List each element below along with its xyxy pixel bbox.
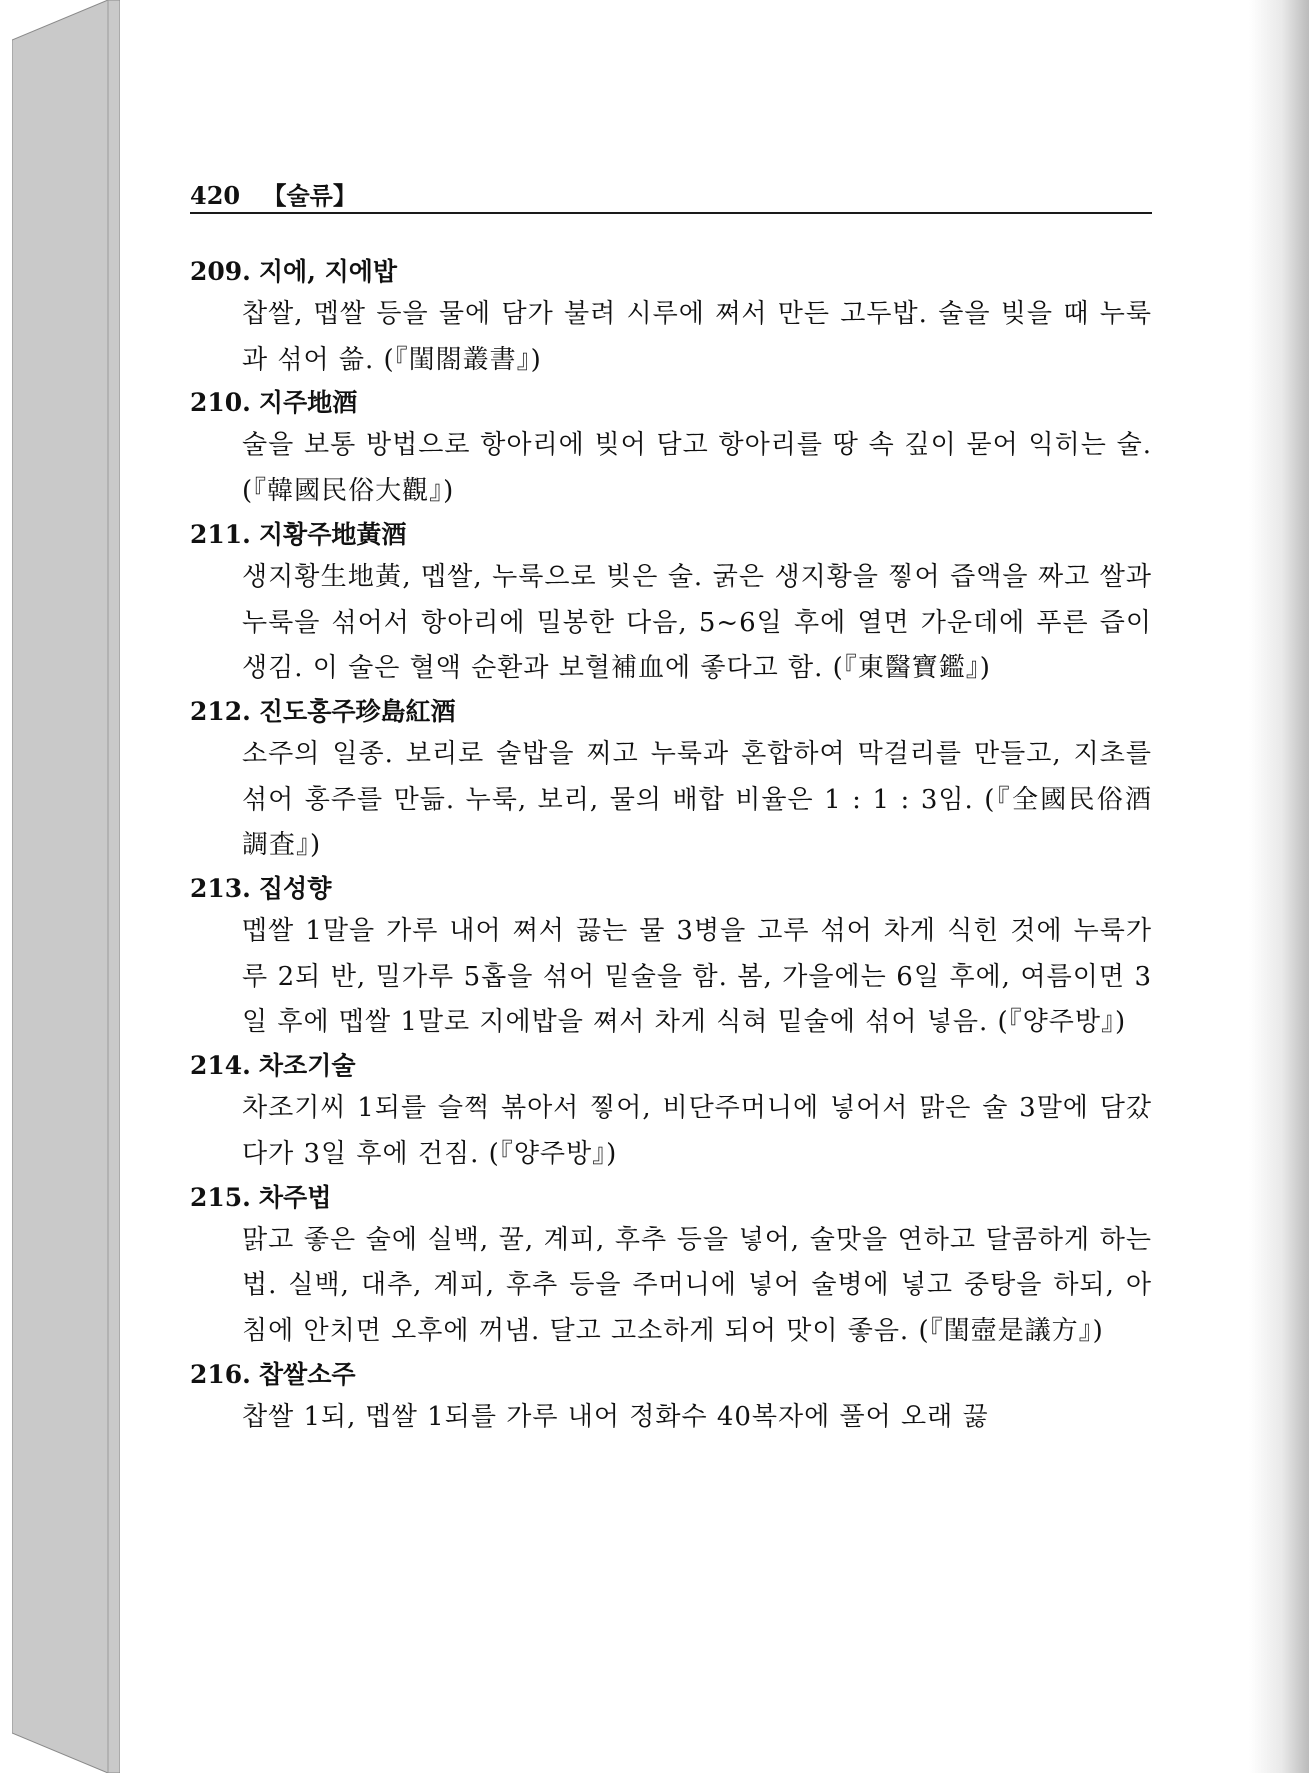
entry-number: 216. xyxy=(190,1359,251,1389)
entry-214 xyxy=(190,1046,1152,1177)
entry-number: 211. xyxy=(190,519,251,549)
entry-title xyxy=(190,1046,1152,1086)
page-edge-shadow xyxy=(1249,0,1309,1773)
entry-body: 차조기씨 1되를 슬쩍 볶아서 찧어, 비단주머니에 넣어서 맑은 술 3말에 담갔다가 3일 후에 건짐. (『양주방』) xyxy=(242,1093,1152,1169)
entry-body: 생지황生地黃, 멥쌀, 누룩으로 빚은 술. 굵은 생지황을 찧어 즙액을 짜고 쌀과 누룩을 섞어서 항아리에 밀봉한 다음, 5~6일 후에 열면 가운데에 푸른 즙이 생김. 이 술은 혈액 순환과 보혈補血에 좋다고 함. (『東醫寶鑑』) xyxy=(242,561,1152,684)
entry-number: 210. xyxy=(190,388,251,418)
entry-number: 213. xyxy=(190,874,251,904)
entry-body: 술을 보통 방법으로 항아리에 빚어 담고 항아리를 땅 속 깊이 묻어 익히는 술. (『韓國民俗大觀』) xyxy=(242,430,1152,507)
entry-211 xyxy=(190,515,1152,692)
entry-heading: 지에, 지에밥 xyxy=(258,257,398,286)
running-header xyxy=(190,176,1152,214)
entry-title xyxy=(190,252,1152,292)
entry-heading: 진도홍주珍島紅酒 xyxy=(258,696,456,726)
entry-title xyxy=(190,692,1152,732)
entry-title xyxy=(190,869,1152,909)
entry-210 xyxy=(190,383,1152,514)
entry-title xyxy=(190,1355,1152,1395)
entry-body: 멥쌀 1말을 가루 내어 쪄서 끓는 물 3병을 고루 섞어 차게 식힌 것에 누룩가루 2되 반, 밀가루 5홉을 섞어 밑술을 함. 봄, 가을에는 6일 후에, 여름이면 3일 후에 멥쌀 1말로 지에밥을 쪄서 차게 식혀 밑술에 섞어 넣음. (『양주방』) xyxy=(242,916,1152,1038)
book-spine xyxy=(12,0,120,1773)
entry-title xyxy=(190,515,1152,555)
entry-209 xyxy=(190,252,1152,383)
entry-number: 215. xyxy=(190,1182,251,1212)
entry-heading: 집성향 xyxy=(258,874,332,904)
entry-212 xyxy=(190,692,1152,869)
entry-heading: 지주地酒 xyxy=(258,388,358,418)
entry-heading: 찹쌀소주 xyxy=(258,1359,356,1389)
entry-body: 소주의 일종. 보리로 술밥을 찌고 누룩과 혼합하여 막걸리를 만들고, 지초를 섞어 홍주를 만듦. 누룩, 보리, 물의 배합 비율은 1 : 1 : 3임. (『全國民俗酒調査』) xyxy=(242,738,1152,861)
entry-body: 찹쌀, 멥쌀 등을 물에 담가 불려 시루에 쪄서 만든 고두밥. 술을 빚을 때 누룩과 섞어 쓺. (『閨閤叢書』) xyxy=(242,299,1152,375)
entry-heading: 지황주地黃酒 xyxy=(258,519,407,549)
entry-215 xyxy=(190,1178,1152,1355)
entry-213 xyxy=(190,869,1152,1046)
entry-title xyxy=(190,1178,1152,1218)
entry-number: 214. xyxy=(190,1051,251,1081)
entry-216 xyxy=(190,1355,1152,1441)
entry-heading: 차주법 xyxy=(258,1182,332,1212)
page-number: 420 xyxy=(190,181,241,210)
entry-heading: 차조기술 xyxy=(258,1051,356,1081)
entry-number: 209. xyxy=(190,257,251,286)
entry-title xyxy=(190,383,1152,423)
entry-body: 찹쌀 1되, 멥쌀 1되를 가루 내어 정화수 40복자에 풀어 오래 끓 xyxy=(242,1401,989,1432)
section-title: 【술류】 xyxy=(262,181,357,210)
entry-body: 맑고 좋은 술에 실백, 꿀, 계피, 후추 등을 넣어, 술맛을 연하고 달콤하게 하는 법. 실백, 대추, 계피, 후추 등을 주머니에 넣어 술병에 넣고 중탕을 하되, 아침에 안치면 오후에 꺼냄. 달고 고소하게 되어 맛이 좋음. (『閨壼是議方』) xyxy=(242,1224,1152,1346)
entry-number: 212. xyxy=(190,696,251,726)
page-content xyxy=(190,252,1152,1440)
